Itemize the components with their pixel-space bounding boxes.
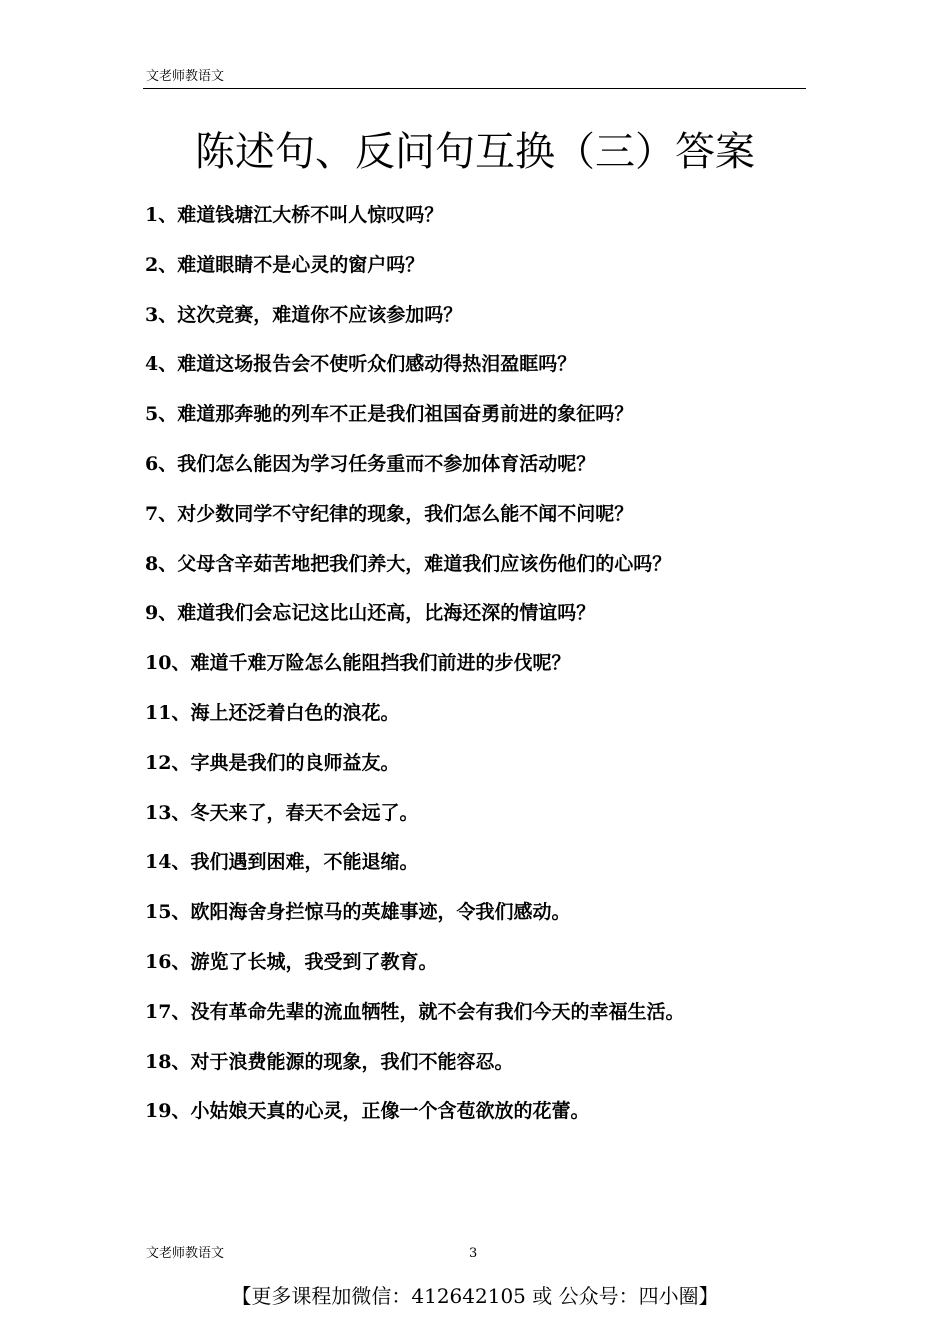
answer-list (145, 198, 684, 1144)
answer-item: 2、难道眼睛不是心灵的窗户吗？ (145, 253, 425, 276)
promo-banner-text: 【更多课程加微信：412642105 或 公众号：四小圈】 (231, 1284, 719, 1308)
answer-item: 17、没有革命先辈的流血牺牲，就不会有我们今天的幸福生活。 (145, 1000, 685, 1023)
document-title: 陈述句、反问句互换（三）答案 (195, 129, 755, 175)
answer-item: 4、难道这场报告会不使听众们感动得热泪盈眶吗？ (145, 353, 577, 376)
page-number: 3 (469, 1246, 478, 1261)
answer-item: 14、我们遇到困难，不能退缩。 (145, 851, 419, 874)
answer-item: 15、欧阳海舍身拦惊马的英雄事迹，令我们感动。 (145, 901, 571, 924)
answer-item: 5、难道那奔驰的列车不正是我们祖国奋勇前进的象征吗？ (145, 403, 634, 426)
answer-item: 8、父母含辛茹苦地把我们养大，难道我们应该伤他们的心吗？ (145, 552, 672, 575)
answer-item: 18、对于浪费能源的现象，我们不能容忍。 (145, 1050, 514, 1073)
answer-item: 12、字典是我们的良师益友。 (145, 751, 400, 774)
page-header-text: 文老师教语文 (146, 69, 225, 84)
answer-item: 9、难道我们会忘记这比山还高，比海还深的情谊吗？ (145, 602, 596, 625)
answer-item: 3、这次竞赛，难道你不应该参加吗？ (145, 303, 463, 326)
answer-item: 6、我们怎么能因为学习任务重而不参加体育活动呢？ (145, 452, 596, 475)
answer-item: 11、海上还泛着白色的浪花。 (145, 701, 400, 724)
answer-item: 7、对少数同学不守纪律的现象，我们怎么能不闻不问呢？ (145, 502, 634, 525)
answer-item: 13、冬天来了，春天不会远了。 (145, 801, 419, 824)
answer-item: 16、游览了长城，我受到了教育。 (145, 950, 438, 973)
header-divider (143, 88, 806, 89)
page-footer-text: 文老师教语文 (146, 1246, 225, 1261)
answer-item: 1、难道钱塘江大桥不叫人惊叹吗？ (145, 204, 444, 226)
answer-item: 19、小姑娘天真的心灵，正像一个含苞欲放的花蕾。 (145, 1100, 590, 1123)
answer-item: 10、难道千难万险怎么能阻挡我们前进的步伐呢？ (145, 652, 571, 675)
